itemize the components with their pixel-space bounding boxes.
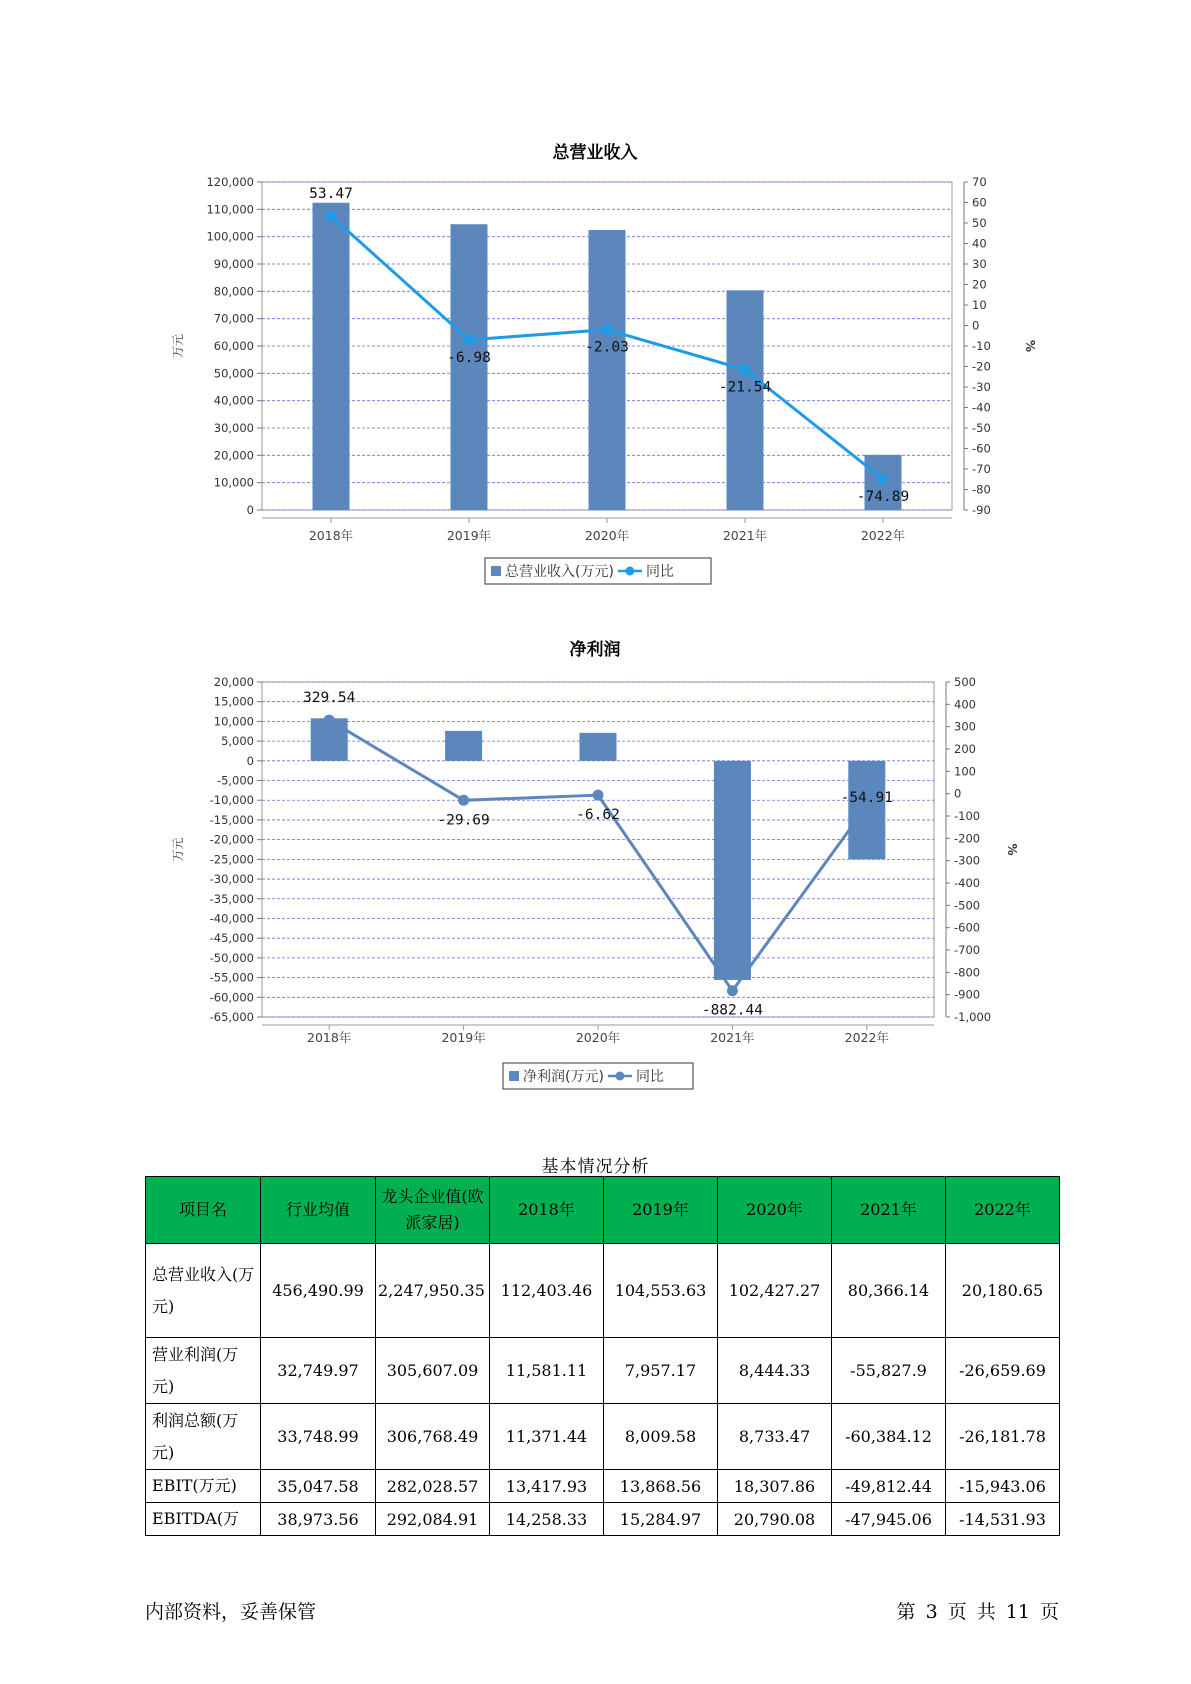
data-label: -6.98 xyxy=(447,349,491,366)
x-tick-label: 2018年 xyxy=(307,1030,352,1045)
y2-tick-label: -30 xyxy=(972,380,991,394)
x-tick-label: 2019年 xyxy=(441,1030,486,1045)
legend-line-marker xyxy=(615,1072,624,1081)
y-tick-label: -60,000 xyxy=(209,990,254,1005)
table-cell: 20,180.65 xyxy=(946,1244,1060,1338)
table-header-row xyxy=(146,1177,1060,1244)
y2-tick-label: -70 xyxy=(972,462,991,476)
table-cell: 112,403.46 xyxy=(490,1244,604,1338)
table-cell: 456,490.99 xyxy=(261,1244,376,1338)
y-axis-label: 万元 xyxy=(171,333,185,359)
yoy-point xyxy=(324,715,335,726)
y-tick-label: 15,000 xyxy=(213,694,254,709)
y2-tick-label: 100 xyxy=(954,764,976,779)
y-tick-label: 30,000 xyxy=(213,421,254,435)
y-tick-label: 90,000 xyxy=(213,257,254,271)
table-cell: -49,812.44 xyxy=(832,1470,946,1503)
table-cell: -26,659.69 xyxy=(946,1338,1060,1404)
y2-tick-label: 70 xyxy=(972,175,987,189)
y2-axis-label: % xyxy=(1023,339,1037,353)
legend-bar-label: 净利润(万元) xyxy=(523,1069,604,1085)
x-tick-label: 2018年 xyxy=(308,528,354,543)
y2-tick-label: -60 xyxy=(972,441,991,456)
yoy-point xyxy=(740,364,751,375)
yoy-point xyxy=(602,324,613,335)
table-cell: 7,957.17 xyxy=(604,1338,718,1404)
table-cell: 8,009.58 xyxy=(604,1404,718,1470)
y-tick-label: 60,000 xyxy=(213,339,254,353)
header-cell: 行业均值 xyxy=(261,1177,376,1244)
yoy-point xyxy=(727,985,738,996)
table-cell: 305,607.09 xyxy=(376,1338,490,1404)
y-tick-label: -20,000 xyxy=(209,832,254,847)
table-cell: 32,749.97 xyxy=(261,1338,376,1404)
y2-tick-label: 20 xyxy=(972,277,987,292)
bar xyxy=(714,761,751,980)
data-label: 53.47 xyxy=(309,185,353,202)
table-cell: -14,531.93 xyxy=(946,1503,1060,1536)
yoy-point xyxy=(458,795,469,806)
y-tick-label: 70,000 xyxy=(213,311,254,326)
y-tick-label: -40,000 xyxy=(209,911,254,926)
table-cell: 33,748.99 xyxy=(261,1404,376,1470)
legend-bar-swatch xyxy=(491,566,501,576)
y-tick-label: 40,000 xyxy=(213,393,254,408)
plot-area xyxy=(262,682,934,1017)
y-tick-label: 5,000 xyxy=(221,734,254,749)
chart-title: 总营业收入 xyxy=(552,143,638,163)
y2-tick-label: -1,000 xyxy=(954,1010,992,1024)
table-cell: 8,733.47 xyxy=(718,1404,832,1470)
data-label: -29.69 xyxy=(437,812,490,829)
y-tick-label: 20,000 xyxy=(213,675,254,689)
table-row xyxy=(146,1244,1060,1338)
row-label: 总营业收入(万元) xyxy=(146,1244,261,1338)
table-row xyxy=(146,1470,1060,1503)
bar xyxy=(727,290,764,510)
y-tick-label: 10,000 xyxy=(213,714,254,729)
table-cell: 18,307.86 xyxy=(718,1470,832,1503)
y-axis-label: 万元 xyxy=(171,837,185,862)
y2-tick-label: 200 xyxy=(954,742,976,756)
y-tick-label: 20,000 xyxy=(213,448,254,463)
y-tick-label: -45,000 xyxy=(209,931,254,946)
table-cell: -60,384.12 xyxy=(832,1404,946,1470)
y-tick-label: -5,000 xyxy=(216,773,254,788)
y2-tick-label: 30 xyxy=(972,257,987,271)
x-tick-label: 2021年 xyxy=(710,1030,755,1045)
footer-page-number: 第 3 页 共 11 页 xyxy=(896,1601,1059,1623)
data-label: -882.44 xyxy=(701,1002,763,1019)
table-cell: 20,790.08 xyxy=(718,1503,832,1536)
y-tick-label: -30,000 xyxy=(209,872,254,887)
table-cell: 11,371.44 xyxy=(490,1404,604,1470)
legend-line-label: 同比 xyxy=(645,564,674,580)
table-cell: 13,417.93 xyxy=(490,1470,604,1503)
data-label: -74.89 xyxy=(856,489,910,506)
y2-tick-label: -200 xyxy=(954,831,981,846)
bar xyxy=(313,203,350,510)
table-cell: -47,945.06 xyxy=(832,1503,946,1536)
header-cell: 项目名 xyxy=(146,1177,261,1244)
bar xyxy=(580,733,617,761)
table-cell: 15,284.97 xyxy=(604,1503,718,1536)
revenue-chart-svg xyxy=(0,130,1191,600)
yoy-point xyxy=(878,474,889,485)
y2-tick-label: 0 xyxy=(972,318,980,333)
header-cell: 龙头企业值(欧派家居) xyxy=(376,1177,490,1244)
y2-tick-label: 300 xyxy=(954,719,976,734)
y2-tick-label: -50 xyxy=(972,421,991,435)
table-cell: 11,581.11 xyxy=(490,1338,604,1404)
bar xyxy=(451,224,488,510)
net-profit-chart-svg xyxy=(0,630,1191,1100)
table-cell: 2,247,950.35 xyxy=(376,1244,490,1338)
footer-confidential: 内部资料，妥善保管 xyxy=(145,1601,317,1623)
y2-tick-label: -400 xyxy=(954,876,981,890)
data-label: -2.03 xyxy=(585,339,629,356)
y-tick-label: -10,000 xyxy=(209,793,254,808)
y2-tick-label: -20 xyxy=(972,359,991,374)
y-tick-label: 80,000 xyxy=(213,284,254,299)
net-profit-chart xyxy=(0,630,1191,1100)
y-tick-label: 100,000 xyxy=(206,229,254,244)
table-cell: 104,553.63 xyxy=(604,1244,718,1338)
data-label: 329.54 xyxy=(303,690,356,707)
y2-tick-label: -600 xyxy=(954,920,981,935)
table-cell: 13,868.56 xyxy=(604,1470,718,1503)
table-cell: 102,427.27 xyxy=(718,1244,832,1338)
x-tick-label: 2021年 xyxy=(722,528,768,543)
basic-analysis-table xyxy=(145,1176,1060,1536)
y-tick-label: 50,000 xyxy=(213,366,254,381)
row-label: EBIT(万元) xyxy=(146,1470,261,1503)
x-tick-label: 2020年 xyxy=(575,1030,621,1045)
y-tick-label: -25,000 xyxy=(209,852,254,867)
y2-tick-label: -100 xyxy=(954,809,981,823)
table-cell: -55,827.9 xyxy=(832,1338,946,1404)
y2-tick-label: -700 xyxy=(954,943,981,957)
table-cell: 80,366.14 xyxy=(832,1244,946,1338)
x-tick-label: 2020年 xyxy=(584,528,630,543)
y-tick-label: -55,000 xyxy=(209,970,254,985)
header-cell: 2020年 xyxy=(718,1177,832,1244)
y-tick-label: -50,000 xyxy=(209,950,254,965)
legend-bar-label: 总营业收入(万元) xyxy=(505,564,614,580)
y-tick-label: -35,000 xyxy=(209,891,254,906)
table-cell: 282,028.57 xyxy=(376,1470,490,1503)
yoy-point xyxy=(464,334,475,345)
table-row xyxy=(146,1503,1060,1536)
header-cell: 2019年 xyxy=(604,1177,718,1244)
y2-tick-label: 50 xyxy=(972,216,987,230)
y-tick-label: 0 xyxy=(246,753,254,768)
x-tick-label: 2019年 xyxy=(446,528,492,543)
header-cell: 2022年 xyxy=(946,1177,1060,1244)
x-tick-label: 2022年 xyxy=(860,528,906,543)
y-tick-label: 110,000 xyxy=(206,202,254,217)
table-row xyxy=(146,1338,1060,1404)
table-cell: 8,444.33 xyxy=(718,1338,832,1404)
x-tick-label: 2022年 xyxy=(844,1030,889,1045)
y2-tick-label: 0 xyxy=(954,786,962,801)
y2-tick-label: -500 xyxy=(954,898,981,913)
header-cell: 2021年 xyxy=(832,1177,946,1244)
revenue-chart xyxy=(0,130,1191,600)
table-cell: 38,973.56 xyxy=(261,1503,376,1536)
y-tick-label: 0 xyxy=(246,503,254,517)
table-row xyxy=(146,1404,1060,1470)
table-cell: -26,181.78 xyxy=(946,1404,1060,1470)
data-label: -54.91 xyxy=(840,789,893,806)
legend-line-label: 同比 xyxy=(635,1069,664,1085)
y2-tick-label: 10 xyxy=(972,298,987,312)
y2-tick-label: 40 xyxy=(972,236,987,251)
data-label: -21.54 xyxy=(718,379,772,396)
y2-tick-label: -300 xyxy=(954,853,981,868)
data-label: -6.62 xyxy=(576,807,620,824)
table-caption: 基本情况分析 xyxy=(541,1157,650,1177)
y2-axis-label: % xyxy=(1005,843,1019,856)
row-label: EBITDA(万 xyxy=(146,1503,261,1536)
y2-tick-label: 400 xyxy=(954,697,976,712)
row-label: 利润总额(万元) xyxy=(146,1404,261,1470)
yoy-point xyxy=(593,790,604,801)
legend-line-marker xyxy=(625,567,634,576)
y2-tick-label: 60 xyxy=(972,195,987,210)
y2-tick-label: -90 xyxy=(972,503,991,517)
header-cell: 2018年 xyxy=(490,1177,604,1244)
y2-tick-label: -900 xyxy=(954,987,981,1002)
table-cell: 35,047.58 xyxy=(261,1470,376,1503)
legend-bar-swatch xyxy=(509,1071,519,1081)
table-cell: 292,084.91 xyxy=(376,1503,490,1536)
y2-tick-label: -80 xyxy=(972,482,991,497)
bar xyxy=(445,731,482,761)
y2-tick-label: -10 xyxy=(972,339,991,353)
y2-tick-label: -40 xyxy=(972,400,991,415)
table-cell: 14,258.33 xyxy=(490,1503,604,1536)
yoy-point xyxy=(326,210,337,221)
table-cell: 306,768.49 xyxy=(376,1404,490,1470)
y-tick-label: 10,000 xyxy=(213,475,254,490)
y-tick-label: -65,000 xyxy=(209,1010,254,1024)
chart-title: 净利润 xyxy=(569,640,621,660)
table-cell: -15,943.06 xyxy=(946,1470,1060,1503)
bar xyxy=(589,230,626,510)
y2-tick-label: 500 xyxy=(954,675,976,689)
y-tick-label: -15,000 xyxy=(209,812,254,827)
y2-tick-label: -800 xyxy=(954,965,981,980)
y-tick-label: 120,000 xyxy=(206,175,254,189)
row-label: 营业利润(万元) xyxy=(146,1338,261,1404)
